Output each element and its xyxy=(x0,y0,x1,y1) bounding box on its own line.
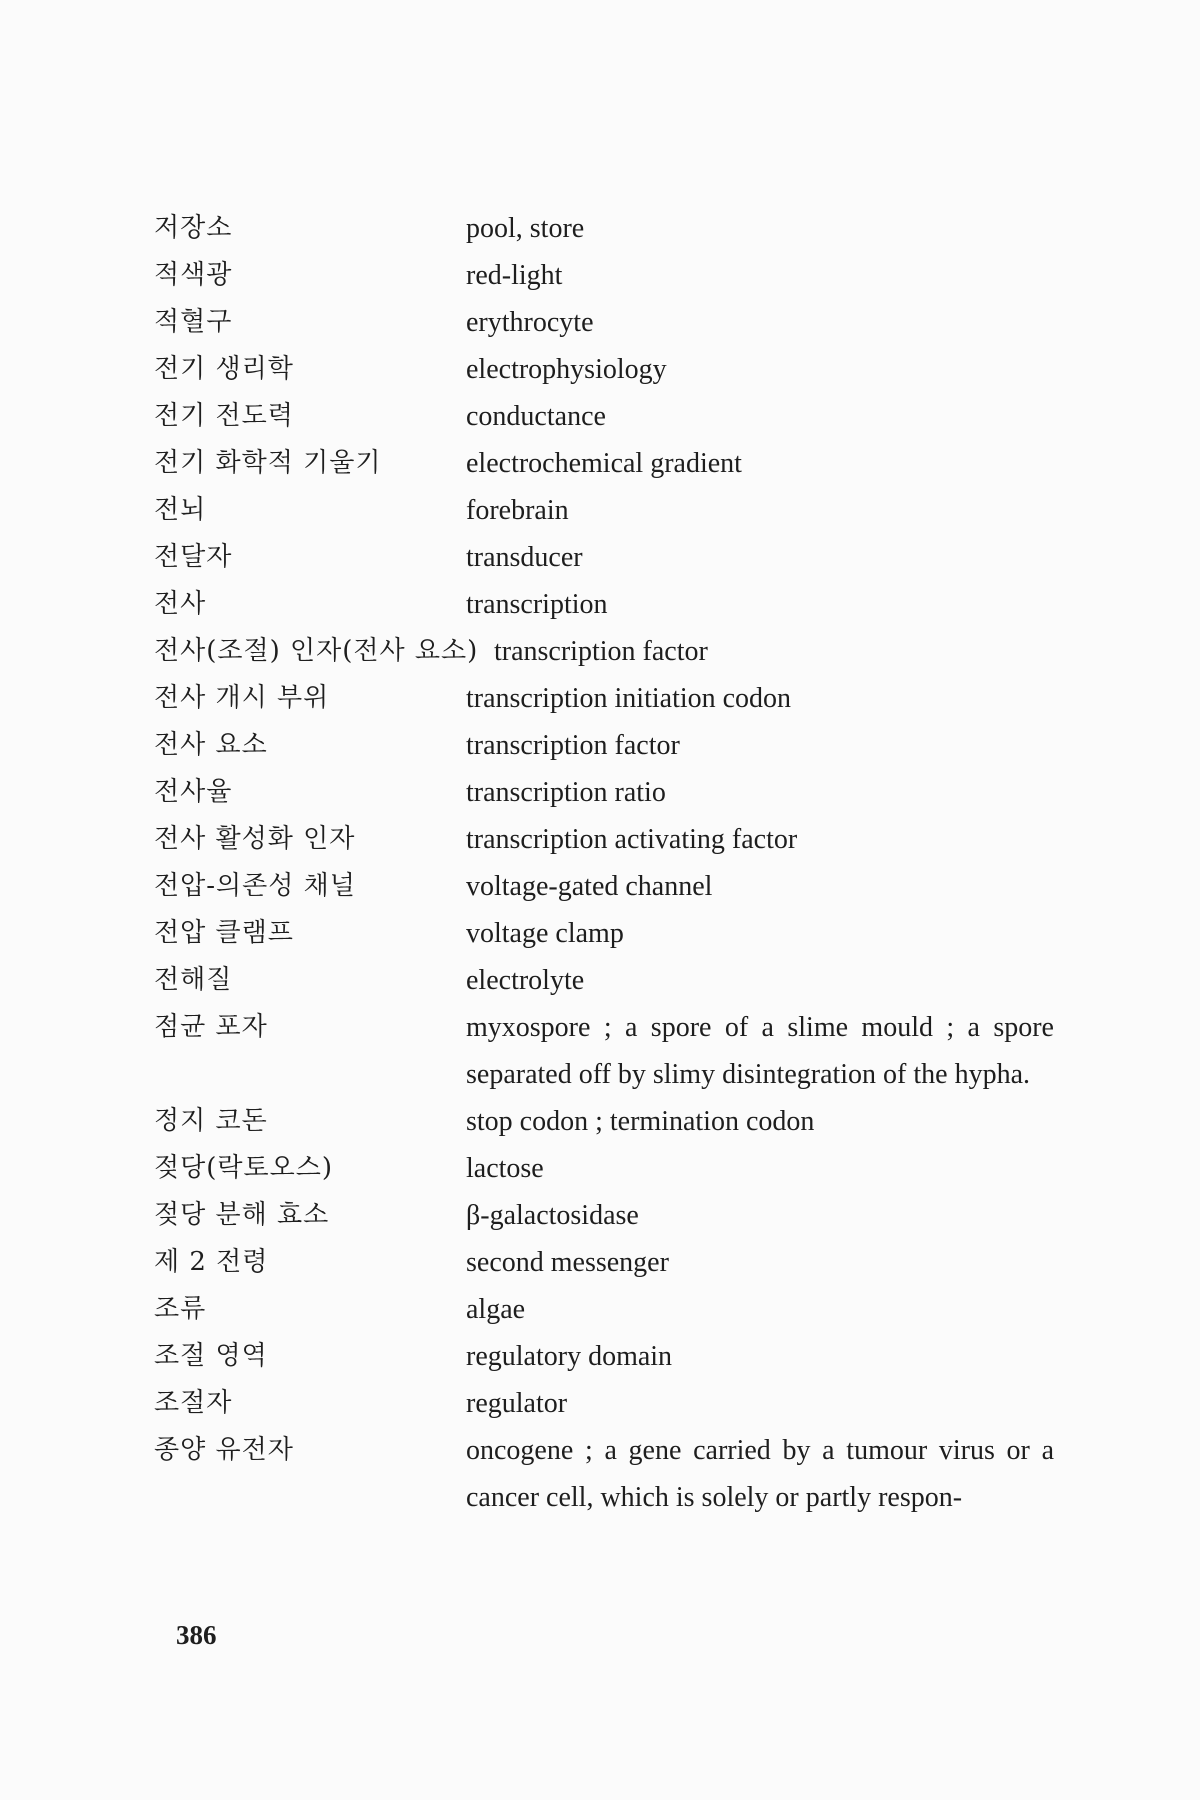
glossary-entry xyxy=(154,487,1054,534)
glossary-entry xyxy=(154,1192,1054,1239)
korean-term: 정지 코돈 xyxy=(154,1106,268,1136)
korean-term: 전기 전도력 xyxy=(154,401,294,431)
english-definition: pool, store xyxy=(466,213,585,244)
glossary-list xyxy=(154,205,1054,1521)
korean-term: 전기 생리학 xyxy=(154,354,294,384)
glossary-entry xyxy=(154,205,1054,252)
korean-term: 전뇌 xyxy=(154,495,207,525)
korean-term: 전압-의존성 채널 xyxy=(154,871,356,901)
glossary-entry xyxy=(154,1239,1054,1286)
english-definition: algae xyxy=(466,1294,526,1325)
english-definition: transcription activating factor xyxy=(466,824,798,855)
english-definition: lactose xyxy=(466,1153,544,1184)
glossary-entry xyxy=(154,346,1054,393)
english-definition: voltage-gated channel xyxy=(466,871,713,902)
english-definition: second messenger xyxy=(466,1247,669,1278)
english-definition: transcription ratio xyxy=(466,777,666,808)
glossary-entry xyxy=(154,1380,1054,1427)
glossary-entry xyxy=(154,393,1054,440)
english-definition: erythrocyte xyxy=(466,307,594,338)
korean-term: 조절 영역 xyxy=(154,1341,268,1371)
glossary-entry xyxy=(154,1145,1054,1192)
glossary-entry xyxy=(154,863,1054,910)
english-definition: electrolyte xyxy=(466,965,585,996)
english-definition: transcription factor xyxy=(494,636,708,667)
english-definition: conductance xyxy=(466,401,606,432)
korean-term: 전사 활성화 인자 xyxy=(154,824,356,854)
english-definition: forebrain xyxy=(466,495,569,526)
english-definition: red-light xyxy=(466,260,563,291)
glossary-entry xyxy=(154,628,1054,675)
english-definition: transcription factor xyxy=(466,730,680,761)
glossary-entry xyxy=(154,722,1054,769)
korean-term: 점균 포자 xyxy=(154,1012,268,1042)
glossary-entry xyxy=(154,440,1054,487)
korean-term: 전사 요소 xyxy=(154,730,268,760)
korean-term: 전압 클램프 xyxy=(154,918,294,948)
glossary-entry xyxy=(154,299,1054,346)
korean-term: 전해질 xyxy=(154,965,233,995)
glossary-entry xyxy=(154,252,1054,299)
glossary-entry xyxy=(154,769,1054,816)
glossary-entry xyxy=(154,1333,1054,1380)
glossary-entry xyxy=(154,816,1054,863)
korean-term: 조절자 xyxy=(154,1388,233,1418)
glossary-entry xyxy=(154,910,1054,957)
glossary-entry xyxy=(154,1427,1054,1521)
korean-term: 전사율 xyxy=(154,777,233,807)
korean-term: 적혈구 xyxy=(154,307,233,337)
english-definition: β-galactosidase xyxy=(466,1200,639,1231)
korean-term: 전기 화학적 기울기 xyxy=(154,448,382,478)
korean-term: 전달자 xyxy=(154,542,233,572)
korean-term: 젖당 분해 효소 xyxy=(154,1200,330,1230)
english-definition: regulator xyxy=(466,1388,568,1419)
english-definition: transducer xyxy=(466,542,583,573)
english-definition: electrophysiology xyxy=(466,354,667,385)
korean-term: 적색광 xyxy=(154,260,233,290)
korean-term: 제 2 전령 xyxy=(154,1247,269,1277)
glossary-entry xyxy=(154,1286,1054,1333)
glossary-entry xyxy=(154,957,1054,1004)
glossary-entry xyxy=(154,1098,1054,1145)
page-number: 386 xyxy=(176,1620,217,1650)
english-definition: myxospore ; a spore of a slime mould ; a spore separated off by slimy disintegration of the hypha. xyxy=(466,1012,1054,1090)
korean-term: 전사(조절) 인자(전사 요소) xyxy=(154,636,479,666)
english-definition: transcription xyxy=(466,589,608,620)
korean-term: 종양 유전자 xyxy=(154,1435,294,1465)
korean-term: 전사 xyxy=(154,589,207,619)
korean-term: 전사 개시 부위 xyxy=(154,683,330,713)
glossary-entry xyxy=(154,675,1054,722)
english-definition: stop codon ; termination codon xyxy=(466,1106,815,1137)
korean-term: 젖당(락토오스) xyxy=(154,1153,333,1183)
korean-term: 조류 xyxy=(154,1294,207,1324)
glossary-entry xyxy=(154,534,1054,581)
korean-term: 저장소 xyxy=(154,213,233,243)
glossary-entry xyxy=(154,581,1054,628)
english-definition: regulatory domain xyxy=(466,1341,673,1372)
glossary-entry xyxy=(154,1004,1054,1098)
english-definition: transcription initiation codon xyxy=(466,683,792,714)
english-definition: voltage clamp xyxy=(466,918,624,949)
english-definition: electrochemical gradient xyxy=(466,448,742,479)
english-definition: oncogene ; a gene carried by a tumour virus or a cancer cell, which is solely or partly respon- xyxy=(466,1435,1054,1513)
